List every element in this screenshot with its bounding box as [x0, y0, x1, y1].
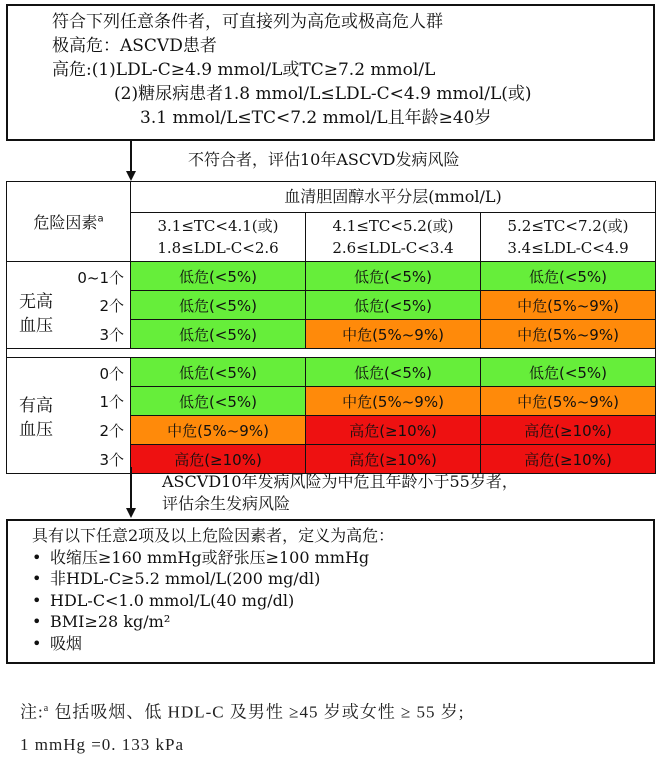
risk-cell: 低危(<5%) — [306, 358, 481, 387]
column-header-1 — [131, 213, 306, 262]
risk-factor-count: 1个 — [99, 393, 124, 411]
lifetime-risk-box — [6, 519, 655, 664]
risk-factor-count: 2个 — [99, 422, 124, 440]
risk-factor-count: 2个 — [99, 297, 124, 315]
flow-text-2-line2: 评估余生发病风险 — [162, 494, 291, 513]
note-text: 包括吸烟、低 HDL-C 及男性 ≥45 岁或女性 ≥ 55 岁; — [49, 702, 465, 722]
list-item — [32, 547, 653, 569]
risk-cell: 高危(≥10%) — [131, 445, 306, 474]
group-hypertension — [7, 358, 131, 474]
risk-cell: 高危(≥10%) — [481, 416, 656, 445]
flow-text-2-line1: ASCVD10年发病风险为中危且年龄小于55岁者， — [162, 472, 518, 491]
cholesterol-stratum-header: 血清胆固醇水平分层(mmol/L) — [131, 182, 656, 213]
high-risk-criterion-1: 高危:(1)LDL-C≥4.9 mmol/L或TC≥7.2 mmol/L — [52, 60, 436, 80]
group-label-line1: 无高 — [19, 292, 53, 312]
bullet-icon: • — [32, 569, 42, 588]
high-risk-criterion-2-cont: 3.1 mmol/L≤TC<7.2 mmol/L且年龄≥40岁 — [140, 108, 492, 128]
column-header-3 — [481, 213, 656, 262]
lifetime-risk-title: 具有以下任意2项及以上危险因素者，定义为高危： — [32, 526, 395, 545]
table-row — [7, 358, 656, 387]
risk-cell: 低危(<5%) — [131, 358, 306, 387]
flow-connector-1 — [130, 141, 132, 173]
list-item — [32, 568, 653, 590]
risk-cell: 低危(<5%) — [131, 262, 306, 291]
table-row — [7, 262, 656, 291]
group-no-hypertension — [7, 262, 131, 349]
list-item-text: BMI≥28 kg/m² — [50, 612, 171, 631]
risk-cell: 低危(<5%) — [306, 262, 481, 291]
list-item — [32, 611, 653, 633]
risk-cell: 中危(5%~9%) — [481, 387, 656, 416]
flow-connector-2 — [130, 467, 132, 509]
risk-factor-label: 危险因素 — [33, 213, 98, 232]
risk-factor-count: 0~1个 — [77, 269, 124, 287]
group-label-line2: 血压 — [19, 420, 53, 440]
bullet-icon: • — [32, 590, 42, 610]
footnote-line-2: 1 mmHg =0. 133 kPa — [20, 734, 185, 754]
group-label — [19, 290, 53, 338]
group-label-line2: 血压 — [19, 316, 53, 336]
footnote-line-1 — [20, 693, 465, 729]
direct-high-risk-box — [6, 4, 655, 141]
risk-cell: 高危(≥10%) — [306, 445, 481, 474]
flow-text-1: 不符合者，评估10年ASCVD发病风险 — [188, 150, 460, 169]
list-item — [32, 633, 653, 655]
risk-cell: 高危(≥10%) — [481, 445, 656, 474]
flow-text-2 — [162, 471, 518, 515]
very-high-risk-criterion: 极高危：ASCVD患者 — [52, 36, 217, 56]
column-2-ldl: 2.6≤LDL-C<3.4 — [332, 239, 454, 257]
risk-cell: 低危(<5%) — [131, 387, 306, 416]
group-separator — [7, 349, 656, 358]
list-item-text: 吸烟 — [50, 633, 83, 653]
risk-cell: 低危(<5%) — [481, 358, 656, 387]
column-2-tc: 4.1≤TC<5.2(或) — [332, 217, 454, 235]
bullet-icon: • — [32, 547, 42, 567]
risk-cell: 低危(<5%) — [131, 291, 306, 320]
column-1-ldl: 1.8≤LDL-C<2.6 — [157, 239, 279, 257]
risk-factor-header — [7, 182, 131, 262]
arrow-down-icon — [126, 171, 136, 181]
column-1-tc: 3.1≤TC<4.1(或) — [157, 217, 279, 235]
list-item-text: 收缩压≥160 mmHg或舒张压≥100 mmHg — [50, 547, 370, 567]
risk-stratification-table — [6, 181, 656, 474]
column-3-tc: 5.2≤TC<7.2(或) — [507, 217, 629, 235]
footnote-marker: a — [97, 213, 104, 225]
column-3-ldl: 3.4≤LDL-C<4.9 — [507, 239, 629, 257]
risk-cell: 低危(<5%) — [481, 262, 656, 291]
direct-criteria-title: 符合下列任意条件者，可直接列为高危或极高危人群 — [52, 12, 443, 32]
list-item-text: 非HDL-C≥5.2 mmol/L(200 mg/dl) — [50, 569, 321, 588]
risk-cell: 中危(5%~9%) — [481, 291, 656, 320]
bullet-icon: • — [32, 633, 42, 653]
risk-cell: 低危(<5%) — [306, 291, 481, 320]
risk-cell: 中危(5%~9%) — [481, 320, 656, 349]
column-header-2 — [306, 213, 481, 262]
risk-cell: 中危(5%~9%) — [306, 320, 481, 349]
group-label-line1: 有高 — [19, 396, 53, 416]
risk-factor-count: 0个 — [99, 365, 124, 383]
high-risk-criterion-2: (2)糖尿病患者1.8 mmol/L≤LDL-C<4.9 mmol/L(或) — [114, 84, 532, 104]
arrow-down-icon — [126, 508, 136, 518]
footnote-marker: a — [43, 703, 50, 714]
footnotes — [20, 693, 465, 761]
note-prefix: 注: — [20, 702, 44, 722]
risk-cell: 高危(≥10%) — [306, 416, 481, 445]
list-item-text: HDL-C<1.0 mmol/L(40 mg/dl) — [50, 590, 295, 610]
risk-cell: 中危(5%~9%) — [131, 416, 306, 445]
risk-factor-count: 3个 — [99, 451, 124, 469]
list-item — [32, 590, 653, 612]
bullet-icon: • — [32, 612, 42, 631]
risk-cell: 中危(5%~9%) — [306, 387, 481, 416]
group-label — [19, 394, 53, 442]
risk-factor-count: 3个 — [99, 326, 124, 344]
risk-cell: 低危(<5%) — [131, 320, 306, 349]
